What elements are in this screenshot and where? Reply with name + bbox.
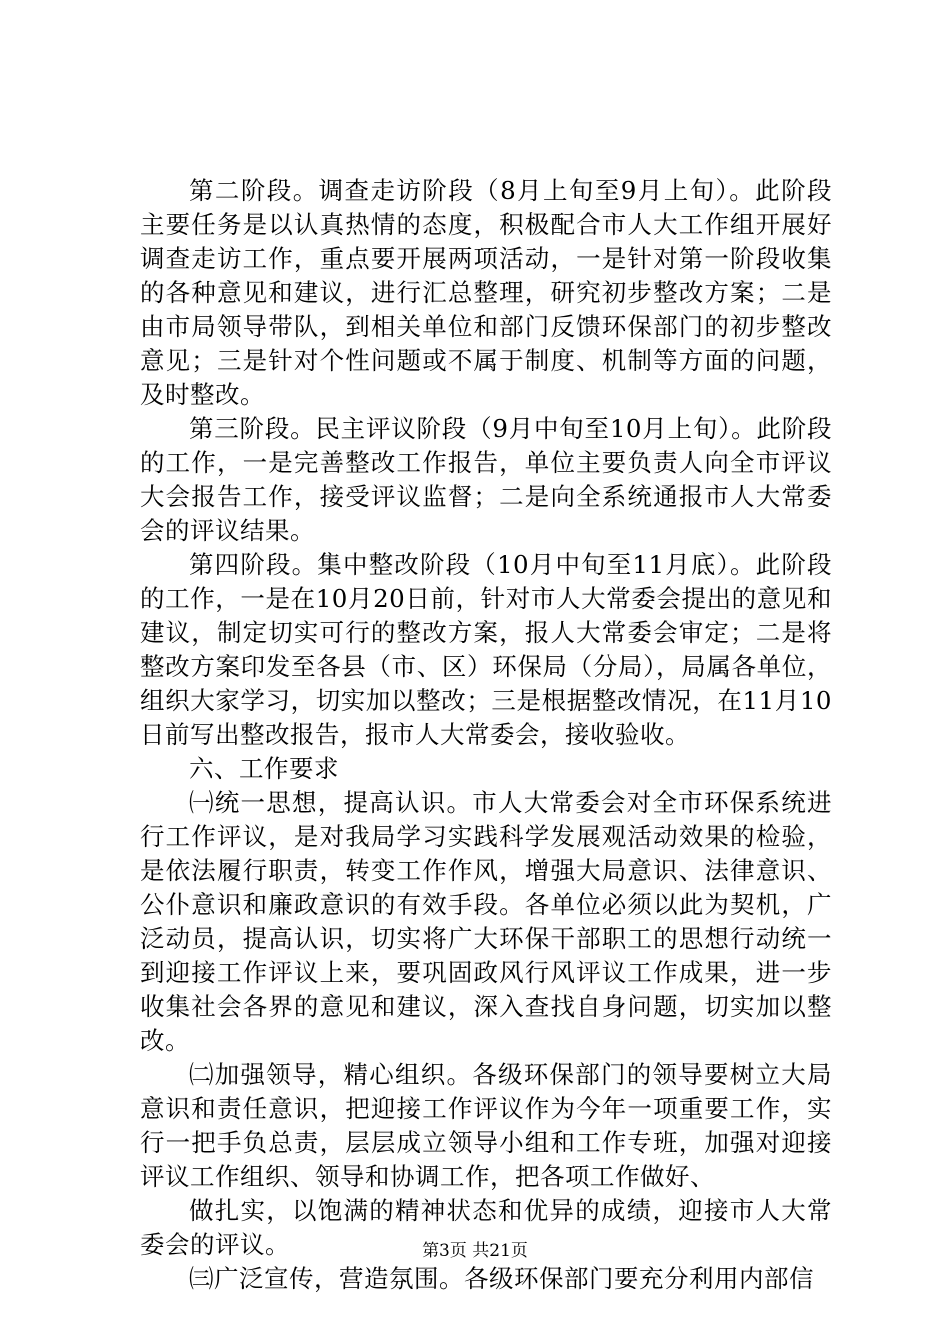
paragraph-stage-three: 第三阶段。民主评议阶段（9月中旬至10月上旬）。此阶段的工作，一是完善整改工作报告，单位主要负责人向全市评议大会报告工作，接受评议监督；二是向全系统通报市人大常委会的评议结果。 xyxy=(140,414,832,545)
paragraph-requirement-three: ㈢广泛宣传，营造氛围。各级环保部门要充分利用内部信 xyxy=(189,1264,814,1293)
paragraph-stage-four: 第四阶段。集中整改阶段（10月中旬至11月底）。此阶段的工作，一是在10月20日前，针对市人大常委会提出的意见和建议，制定切实可行的整改方案，报人大常委会审定；二是将整改方案印发至各县（市、区）环保局（分局），局属各单位，组织大家学习，切实加以整改；三是根据整改情况，在11月10日前写出整改报告，报市人大常委会，接收验收。 xyxy=(140,550,832,749)
document-body xyxy=(140,174,832,1296)
paragraph-requirement-one: ㈠统一思想，提高认识。市人大常委会对全市环保系统进行工作评议，是对我局学习实践科学发展观活动效果的检验，是依法履行职责，转变工作作风，增强大局意识、法律意识、公仆意识和廉政意识的有效手段。各单位必须以此为契机，广泛动员，提高认识，切实将广大环保干部职工的思想行动统一到迎接工作评议上来，要巩固政风行风评议工作成果，进一步收集社会各界的意见和建议，深入查找自身问题，切实加以整改。 xyxy=(140,788,832,1055)
section-heading-work-requirements: 六、工作要求 xyxy=(189,754,339,783)
paragraph-requirement-two: ㈡加强领导，精心组织。各级环保部门的领导要树立大局意识和责任意识，把迎接工作评议作为今年一项重要工作，实行一把手负总责，层层成立领导小组和工作专班，加强对迎接评议工作组织、领导和协调工作，把各项工作做好、 xyxy=(140,1060,832,1191)
paragraph-stage-two: 第二阶段。调查走访阶段（8月上旬至9月上旬）。此阶段主要任务是以认真热情的态度，积极配合市人大工作组开展好调查走访工作，重点要开展两项活动，一是针对第一阶段收集的各种意见和建议，进行汇总整理，研究初步整改方案；二是由市局领导带队，到相关单位和部门反馈环保部门的初步整改意见；三是针对个性问题或不属于制度、机制等方面的问题，及时整改。 xyxy=(140,176,832,409)
paragraph-requirement-two-continued: 做扎实，以饱满的精神状态和优异的成绩，迎接市人大常委会的评议。 xyxy=(140,1196,832,1259)
page-footer: 第3页 共21页 xyxy=(422,1241,528,1261)
